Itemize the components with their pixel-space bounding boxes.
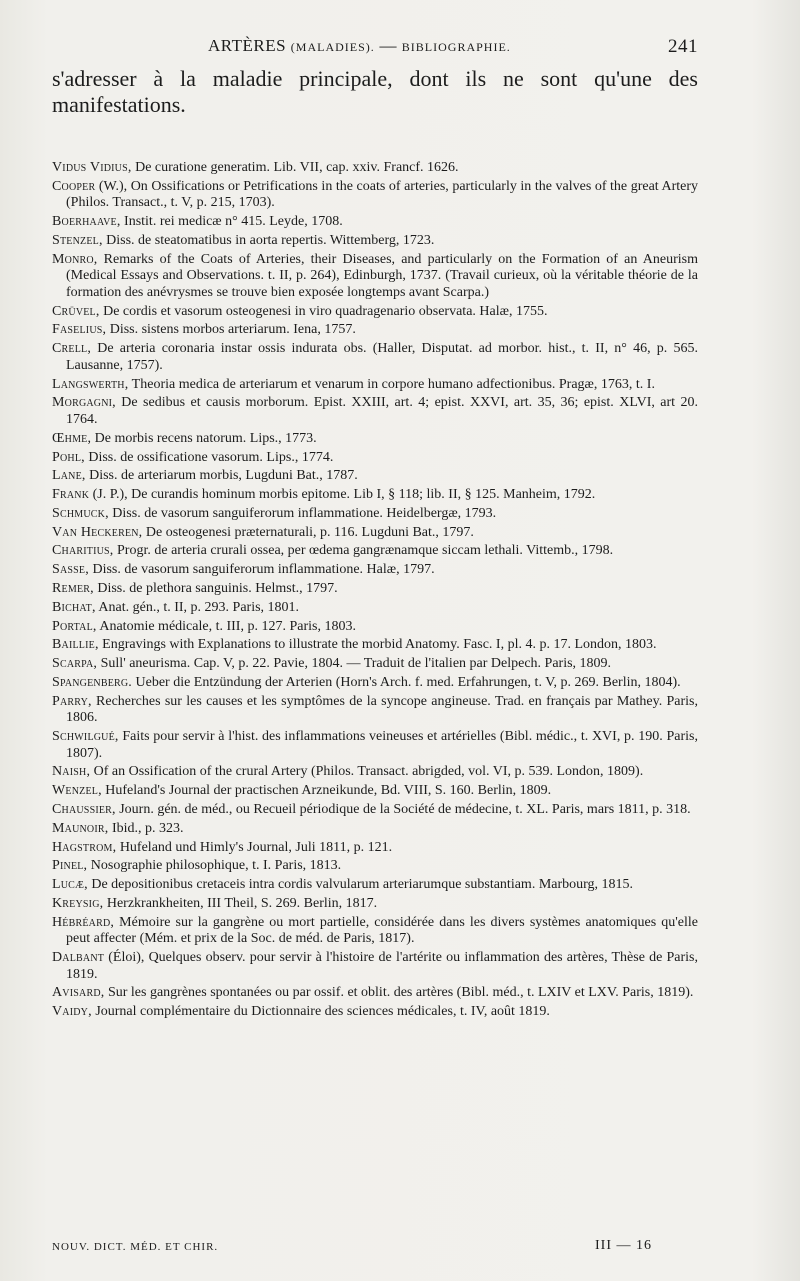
- entry-author: Van Heckeren,: [52, 524, 143, 540]
- entry-author: Hébréard,: [52, 914, 115, 930]
- entry-citation: Mémoire sur la gangrène ou mort partielle, considérée dans les divers systèmes anatomiques qu'elle peut affecter (Mém. et prix de la Soc. de méd. de Paris, 1817).: [66, 914, 698, 947]
- entry-author: Monro,: [52, 251, 98, 267]
- entry-author: Pinel,: [52, 858, 88, 874]
- bibliography-entry: [52, 840, 698, 857]
- entry-citation: Anat. gén., t. II, p. 293. Paris, 1801.: [95, 599, 300, 615]
- entry-citation: Herzkrankheiten, III Theil, S. 269. Berlin, 1817.: [103, 895, 378, 911]
- entry-citation: Diss. de steatomatibus in aorta repertis. Wittemberg, 1723.: [102, 232, 435, 248]
- entry-citation: Journal complémentaire du Dictionnaire des sciences médicales, t. IV, août 1819.: [91, 1004, 550, 1020]
- entry-author: Avisard,: [52, 985, 105, 1001]
- bibliography-entry: [52, 1004, 698, 1021]
- entry-author: Bichat,: [52, 599, 96, 615]
- entry-author: Spangenberg.: [52, 674, 132, 690]
- entry-author: Wenzel,: [52, 783, 102, 799]
- entry-author: Kreysig,: [52, 895, 104, 911]
- entry-author: Sasse,: [52, 562, 89, 578]
- entry-author: Crell,: [52, 341, 92, 357]
- bibliography-entry: [52, 431, 698, 448]
- bibliography-entry: [52, 487, 698, 504]
- bibliography-entry: [52, 915, 698, 948]
- entry-author: Crüvel,: [52, 303, 100, 319]
- entry-citation: Engravings with Explanations to illustrate the morbid Anatomy. Fasc. I, pl. 4. p. 17. London, 1803.: [98, 637, 657, 653]
- bibliography-entry: [52, 821, 698, 838]
- page-number: 241: [668, 36, 698, 57]
- footer-imprint: NOUV. DICT. MÉD. ET CHIR.: [52, 1241, 219, 1253]
- bibliography-entry: [52, 637, 698, 654]
- header-subtitle: (MALADIES).: [290, 40, 375, 54]
- bibliography-entry: [52, 619, 698, 636]
- entry-author: Faselius,: [52, 322, 107, 338]
- bibliography-entry: [52, 395, 698, 428]
- entry-citation: Sull' aneurisma. Cap. V, p. 22. Pavie, 1804. — Traduit de l'italien par Delpech. Paris, 1809.: [97, 656, 612, 672]
- bibliography-entry: [52, 377, 698, 394]
- bibliography-entry: [52, 877, 698, 894]
- entry-citation: Anatomie médicale, t. III, p. 127. Paris, 1803.: [96, 618, 356, 634]
- entry-author: Stenzel,: [52, 232, 103, 248]
- bibliography-entry: [52, 525, 698, 542]
- entry-author: Langswerth,: [52, 376, 129, 392]
- bibliography-entry: [52, 233, 698, 250]
- entry-citation: Remarks of the Coats of Arteries, their Diseases, and particularly on the Formation of an Aneurism (Medical Essays and Observations. t. II, p. 264), Edinburgh, 1737. (Travail curieux, où la véritable théorie de la formation des anévrysmes se trouve bien exposée longtemps avant Scarpa.): [66, 251, 698, 300]
- bibliography-entry: [52, 600, 698, 617]
- entry-author: Naish,: [52, 764, 91, 780]
- entry-citation: Hufeland und Himly's Journal, Juli 1811, p. 121.: [116, 839, 393, 855]
- entry-citation: Progr. de arteria crurali ossea, per œdema gangrænamque siccam lethali. Vittemb., 1798.: [113, 543, 614, 559]
- bibliography-entry: [52, 160, 698, 177]
- entry-citation: De cordis et vasorum osteogenesi in viro quadragenario observata. Halæ, 1755.: [99, 303, 548, 319]
- intro-paragraph: s'adresser à la maladie principale, dont ils ne sont qu'une des manifestations.: [52, 66, 698, 117]
- bibliography-entry: [52, 179, 698, 212]
- entry-citation: De arteria coronaria instar ossis indurata obs. (Haller, Disputat. ad morbor. hist., t. II, n° 46, p. 565. Lausanne, 1757).: [66, 341, 698, 373]
- entry-citation: Diss. de arteriarum morbis, Lugduni Bat., 1787.: [85, 468, 358, 484]
- entry-citation: Nosographie philosophique, t. I. Paris, 1813.: [87, 858, 342, 874]
- entry-citation: (Éloi), Quelques observ. pour servir à l'histoire de l'artérite ou inflammation des artères, Thèse de Paris, 1819.: [66, 950, 698, 982]
- entry-author: Pohl,: [52, 449, 85, 465]
- entry-citation: De depositionibus cretaceis intra cordis valvularum arteriarumque substantiam. Marbourg, 1815.: [87, 877, 634, 893]
- entry-author: Baillie,: [52, 637, 99, 653]
- bibliography-entry: [52, 214, 698, 231]
- entry-author: Cooper: [52, 178, 96, 194]
- entry-citation: Theoria medica de arteriarum et venarum in corpore humano adfectionibus. Pragæ, 1763, t. I.: [128, 376, 655, 392]
- entry-author: Lucæ,: [52, 877, 88, 893]
- entry-citation: Faits pour servir à l'hist. des inflammations veineuses et artérielles (Bibl. médic., t. XVI, p. 190. Paris, 1807).: [66, 729, 698, 761]
- bibliography-entry: [52, 896, 698, 913]
- entry-author: Maunoir,: [52, 820, 109, 836]
- entry-citation: Diss. de plethora sanguinis. Helmst., 1797.: [93, 581, 338, 597]
- header-section: BIBLIOGRAPHIE.: [401, 40, 511, 54]
- bibliography-entry: [52, 562, 698, 579]
- entry-author: Lane,: [52, 468, 86, 484]
- entry-citation: De sedibus et causis morborum. Epist. XXIII, art. 4; epist. XXVI, art. 35, 36; epist. XLVI, art 20. 1764.: [66, 395, 698, 427]
- entry-author: Scarpa,: [52, 656, 98, 672]
- bibliography-list: [52, 160, 698, 1023]
- entry-citation: De osteogenesi præternaturali, p. 116. Lugduni Bat., 1797.: [142, 524, 474, 540]
- bibliography-entry: [52, 802, 698, 819]
- entry-author: Schmuck,: [52, 505, 109, 521]
- entry-author: Frank: [52, 487, 90, 503]
- entry-citation: Ibid., p. 323.: [108, 820, 184, 836]
- bibliography-entry: [52, 322, 698, 339]
- bibliography-entry: [52, 858, 698, 875]
- entry-citation: Diss. de vasorum sanguiferorum inflammatione. Halæ, 1797.: [88, 562, 435, 578]
- signature-mark: III — 16: [595, 1238, 652, 1253]
- bibliography-entry: [52, 341, 698, 374]
- bibliography-entry: [52, 985, 698, 1002]
- entry-author: Boerhaave,: [52, 214, 121, 230]
- entry-author: Vidus Vidius,: [52, 160, 132, 175]
- bibliography-entry: [52, 450, 698, 467]
- bibliography-entry: [52, 694, 698, 727]
- running-header: [208, 36, 698, 62]
- bibliography-entry: [52, 581, 698, 598]
- entry-author: Parry,: [52, 693, 92, 709]
- entry-author: Chaussier,: [52, 802, 116, 818]
- entry-citation: (W.), On Ossifications or Petrifications in the coats of arteries, particularly in the valves of the great Artery (Philos. Transact., t. V, p. 215, 1703).: [66, 178, 698, 211]
- entry-citation: Diss. sistens morbos arteriarum. Iena, 1757.: [106, 322, 356, 338]
- header-main: ARTÈRES: [208, 36, 287, 55]
- bibliography-entry: [52, 675, 698, 692]
- entry-citation: Of an Ossification of the crural Artery (Philos. Transact. abrigded, vol. VI, p. 539. London, 1809).: [90, 764, 644, 780]
- entry-citation: Journ. gén. de méd., ou Recueil périodique de la Société de médecine, t. XL. Paris, mars 1811, p. 318.: [115, 802, 691, 818]
- page-footer: [52, 1238, 652, 1257]
- entry-author: Schwilgué,: [52, 729, 119, 745]
- bibliography-entry: [52, 468, 698, 485]
- bibliography-entry: [52, 729, 698, 762]
- bibliography-entry: [52, 764, 698, 781]
- bibliography-entry: [52, 783, 698, 800]
- bibliography-entry: [52, 543, 698, 560]
- entry-citation: Recherches sur les causes et les symptômes de la syncope angineuse. Trad. en français par Mathey. Paris, 1806.: [66, 693, 698, 726]
- bibliography-entry: [52, 656, 698, 673]
- entry-author: Vaidy,: [52, 1004, 92, 1020]
- entry-citation: Sur les gangrènes spontanées ou par ossif. et oblit. des artères (Bibl. méd., t. LXIV et LXV. Paris, 1819).: [104, 985, 694, 1001]
- entry-author: Remer,: [52, 581, 94, 597]
- header-separator: —: [379, 36, 398, 55]
- entry-author: Charitius,: [52, 543, 114, 559]
- entry-citation: Diss. de ossificatione vasorum. Lips., 1774.: [84, 449, 334, 465]
- entry-citation: Diss. de vasorum sanguiferorum inflammatione. Heidelbergæ, 1793.: [108, 505, 497, 521]
- entry-author: Œhme,: [52, 430, 92, 446]
- entry-citation: Instit. rei medicæ n° 415. Leyde, 1708.: [120, 214, 343, 230]
- entry-citation: (J. P.), De curandis hominum morbis epitome. Lib I, § 118; lib. II, § 125. Manheim, 1792.: [89, 487, 596, 503]
- header-title: [208, 36, 511, 56]
- entry-citation: Hufeland's Journal der practischen Arzneikunde, Bd. VIII, S. 160. Berlin, 1809.: [101, 783, 552, 799]
- entry-citation: Ueber die Entzündung der Arterien (Horn's Arch. f. med. Erfahrungen, t. V, p. 269. Berlin, 1804).: [132, 674, 681, 690]
- entry-author: Portal,: [52, 618, 97, 634]
- bibliography-entry: [52, 304, 698, 321]
- bibliography-entry: [52, 950, 698, 983]
- entry-citation: De curatione generatim. Lib. VII, cap. xxiv. Francf. 1626.: [131, 160, 459, 175]
- bibliography-entry: [52, 506, 698, 523]
- entry-author: Dalbant: [52, 950, 105, 966]
- entry-author: Morgagni,: [52, 395, 116, 411]
- entry-author: Hagstrom,: [52, 839, 117, 855]
- bibliography-entry: [52, 252, 698, 302]
- entry-citation: De morbis recens natorum. Lips., 1773.: [91, 430, 317, 446]
